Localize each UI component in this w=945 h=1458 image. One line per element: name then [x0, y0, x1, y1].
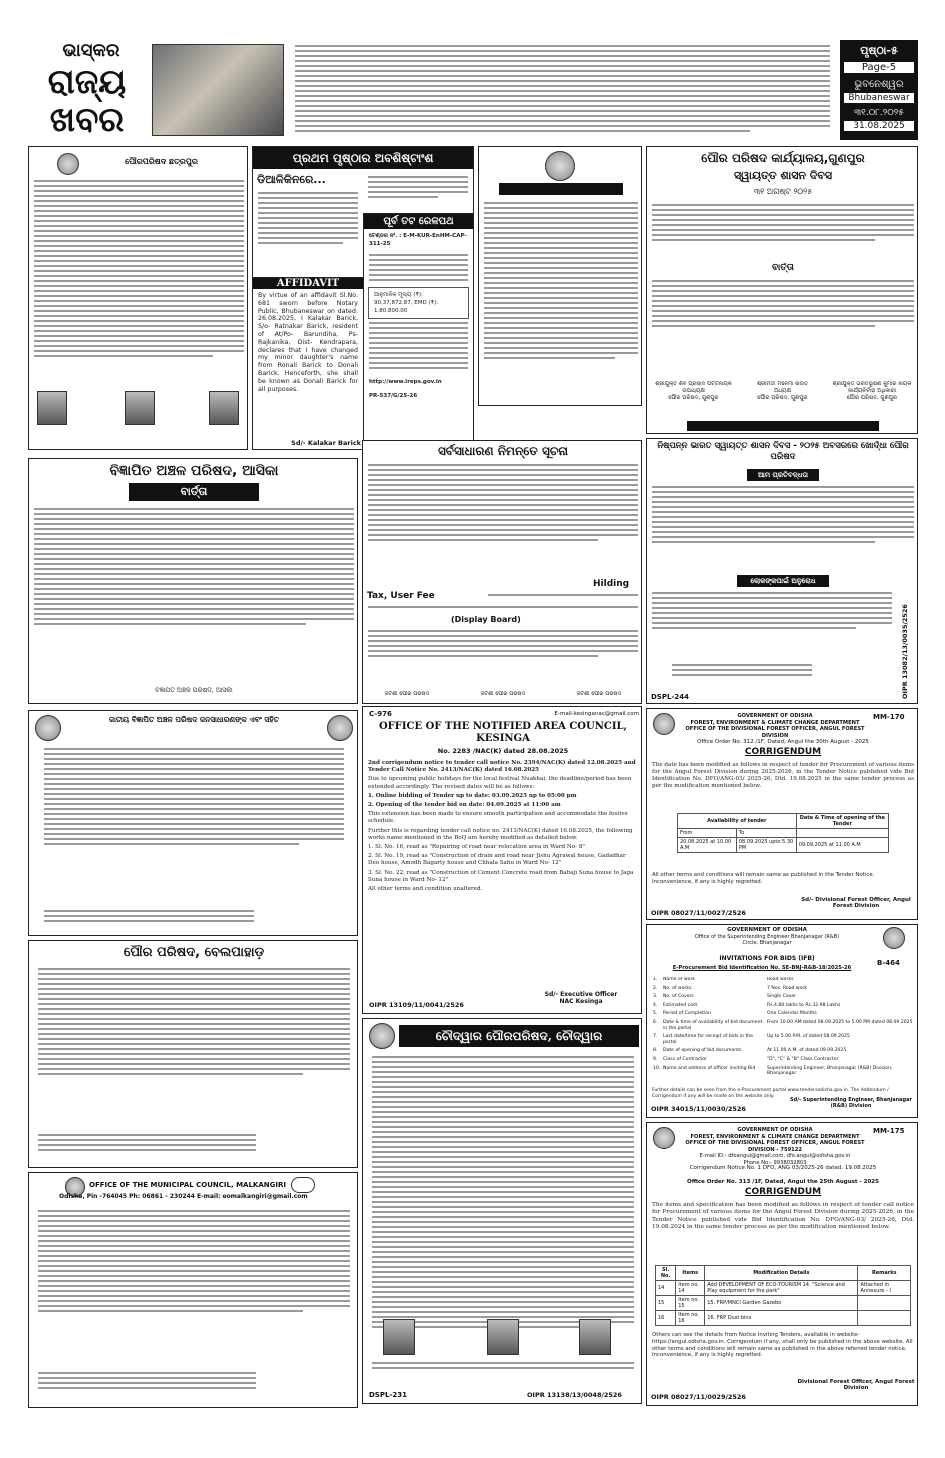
railway-pr-code: PR-537/G/25-26 [369, 393, 418, 399]
gunupur-subtitle: ସ୍ୱାୟତ୍ତ ଶାସନ ଦିବସ [733, 169, 833, 182]
ifb-row [653, 1020, 913, 1031]
kesinga-letter-no: No. 2283 /NAC(K) dated 28.08.2025 [437, 747, 569, 755]
masthead-photo [152, 44, 284, 136]
continuation-subhead: ଡିଆଳିକିନରେ... [257, 173, 326, 186]
udyan-signatures [39, 907, 349, 933]
table-cell: To [736, 829, 796, 838]
ifb-cell: 2. [653, 985, 658, 991]
ifb-cell: Period of Completion [663, 1011, 711, 1017]
kesinga-sig-title: Sd/- Executive Officer [544, 991, 618, 998]
ifb-cell: At 11.00 A.M. of dated 09.09.2025 [767, 1048, 847, 1054]
section-title: ପ୍ରଥମ ପୃଷ୍ଠାର ଅବଶିଷ୍ଟାଂଶ [253, 147, 473, 169]
railway-body [364, 251, 473, 287]
ifb-cell: Name of work [663, 977, 696, 982]
khordha-commitments [647, 483, 918, 573]
bhanj-office: Office of the Superintending Engineer Bhanjanagar (R&B) Circle, Bhanjanagar [694, 934, 840, 946]
ifb-cell: Superintending Engineer, Bhanjanagar (R&B) Division, Bhanjanagar [767, 1065, 893, 1077]
table-cell: Add DEVELOPMENT OF ECO-TOURISM 14. "Science and Play equipment for the park" [705, 1281, 858, 1296]
malkangiri-title: OFFICE OF THE MUNICIPAL COUNCIL, MALKANGIRI [89, 1181, 286, 1189]
askaa-title: ବିଜ୍ଞାପିତ ଅଞ୍ଚଳ ପରିଷଦ, ଆସିକା [109, 463, 279, 479]
askaa-office: ବିଜ୍ଞାପିତ ଅଞ୍ଚଳ ପରିଷଦ, ଆସିକା [155, 687, 233, 694]
table-cell: Item no. 16 [676, 1311, 705, 1326]
ad-body [29, 177, 248, 407]
gunupur-section: ବାର୍ତ୍ତା [772, 263, 794, 273]
ifb-cell: Up to 5.00 P.M. of dated 08.09.2025 [767, 1034, 850, 1040]
kesinga-para2: This extension has been made to ensure smooth participation and accommodate the festive schedule. [368, 811, 628, 825]
signatory-office: ପୌର ପରିଷଦ, ଗୁଣପୁର [757, 395, 808, 401]
malkangiri-address: Odisha, Pin -764045 Ph: 06861 - 230244 E-mail: eomalkangiri@gmail.com [59, 1193, 308, 1200]
table-cell: From [678, 829, 737, 838]
khordha-oipr: OIPR 13082/13/0035/2526 [901, 604, 909, 699]
angul2-dept: FOREST, ENVIRONMENT & CLIMATE CHANGE DEPARTMENT [690, 1133, 860, 1140]
khordha-sub2: ଲୋକଙ୍କପାଇଁ ଅନୁରୋଧ [737, 575, 829, 587]
gunupur-sig-3 [829, 381, 915, 402]
bhanj-oipr: OIPR 34015/11/0030/2526 [651, 1105, 746, 1113]
angul1-body: The date has been modified as follows in respect of tender for Procurement of various items for the Angul Forest Division during 2025-2026, in the Tender Notice published vide Bid Identification No. DFO/ANG-03/ 2025-26, Dtd. 19.08.2025 in the same tender process as per the modification mentioned below. [652, 762, 914, 789]
angul1-oipr: OIPR 08027/11/0027/2526 [651, 909, 746, 917]
askaa-section: ବାର୍ତ୍ତା [129, 483, 259, 501]
emblem-icon [883, 927, 905, 949]
official-photo [209, 391, 239, 425]
ifb-cell: 6. [653, 1019, 658, 1025]
angul2-gov: GOVERNMENT OF ODISHA [737, 1127, 813, 1133]
ifb-cell: "D", "C" & "B" Class Contractor [767, 1056, 839, 1062]
signatory-office: ପୌର ପରିଷଦ, ଗୁଣପୁର [846, 395, 898, 401]
table-header: Items [676, 1266, 705, 1281]
signatory-name: ଶ୍ରୀଯୁକ୍ତ ଶିବ ପ୍ରସାଦ ପଟ୍ଟନାୟକ [655, 381, 732, 387]
public-notice-body [483, 591, 642, 603]
emblem-icon [653, 1127, 675, 1149]
table-cell: 15. FRP/MNCI Garden Gazebo [705, 1296, 858, 1311]
angul2-oipr: OIPR 08027/11/0029/2526 [651, 1393, 746, 1401]
table-cell [858, 1311, 911, 1326]
gunupur-sig-2 [740, 381, 825, 402]
ifb-cell: Name and address of officer inviting Bid [663, 1065, 756, 1071]
ifb-cell: 10. [653, 1065, 661, 1071]
signatory-role: ଉପାଧ୍ୟକ୍ଷ [682, 388, 705, 394]
angul1-dept: FOREST, ENVIRONMENT & CLIMATE CHANGE DEPARTMENT [690, 719, 860, 726]
ifb-cell: Single Cover [767, 994, 797, 1000]
angul1-signature: Sd/- Divisional Forest Officer, Angul Forest Division [801, 897, 911, 909]
khordha-signatures [667, 661, 877, 691]
ifb-cell: Estimated cost [663, 1002, 698, 1008]
paper-name: ଭାସ୍କର [62, 40, 120, 61]
ad-east-coast-railway [363, 213, 473, 449]
table-cell: Attached in Annexure - I [858, 1281, 911, 1296]
angul1-gov: GOVERNMENT OF ODISHA [737, 713, 813, 719]
bhanj-footer: Further details can be seen from the e-Procurement portal www.tendersodisha.gov.in. The Addendum / Corrigendum if any will be made on the website only. [652, 1088, 889, 1099]
public-notice-office: ଜଟଣୀ ପୌର ପରିଷଦ [576, 691, 622, 697]
table-header: Remarks [858, 1266, 911, 1281]
table-cell: 08.09.2025 upto 5.30 PM [736, 838, 796, 853]
angul2-email: E-mail ID:- dfoangul@gmail.com, dfo.angul@odisha.gov.in [699, 1153, 851, 1159]
angul1-footer: All other terms and conditions will remain same as published in the Tender Notice. Inconvenience, if any is highly regretted. [652, 872, 875, 885]
public-notice-title: ସର୍ବସାଧାରଣ ନିମନ୍ତେ ସୂଚନା [437, 444, 569, 458]
angul2-corr-no: Corrigendum Notice No. 1 DFO, ANG 03/2025-26 dated. 19.08.2025 [689, 1165, 877, 1171]
ifb-row [653, 1048, 913, 1054]
ifb-cell: 5. [653, 1011, 658, 1017]
signatory-name: ଶ୍ରୀମତୀ ମନେମା ରାଉତ [756, 381, 809, 387]
bhanj-table [653, 977, 913, 1085]
continuation-text [253, 189, 363, 279]
kesinga-email: E-mail-kesinganac@gmail.com [554, 711, 639, 717]
official-photo [383, 1319, 415, 1355]
angul1-title: CORRIGENDUM [744, 747, 822, 757]
display-board-label: (Display Board) [451, 615, 521, 624]
kesinga-item1: 1. Online bidding of Tender up to date: 03.09.2025 up to 05:00 pm [368, 792, 577, 799]
table-cell: Item no. 14 [676, 1281, 705, 1296]
ifb-cell: 7 Nos. Road work [767, 985, 808, 991]
ifb-cell: 8. [653, 1048, 658, 1054]
ifb-cell: 7. [653, 1034, 658, 1040]
ifb-cell: Last date/time for receipt of bids in the portal [663, 1034, 754, 1045]
front-page-continuation [252, 146, 474, 450]
signatory-role: କାର୍ଯ୍ୟନିର୍ବାହୀ ଅଧିକାରୀ [848, 388, 896, 394]
table-cell [858, 1296, 911, 1311]
page-label: Page-5 [844, 62, 914, 73]
ad-malkangiri [28, 1172, 358, 1408]
ad-municipal-notice [478, 146, 642, 406]
ifb-row [653, 1034, 913, 1045]
ifb-row [653, 986, 913, 992]
chaudwar-body [367, 1053, 639, 1335]
bhanj-code: B-464 [877, 959, 900, 967]
angul2-code: MM-175 [873, 1127, 905, 1135]
table-header: Modification Details [705, 1266, 858, 1281]
ifb-cell: No. of works [663, 985, 692, 991]
angul2-title: CORRIGENDUM [744, 1187, 822, 1197]
tender-ref: ଟେଣ୍ଡର ନଂ. : E-M-KUR-EnHM-CAP-311-25 [369, 233, 467, 247]
emblem-icon [57, 153, 79, 175]
public-notice-office: ଜଟଣୀ ପୌର ପରିଷଦ [480, 691, 526, 697]
bhanj-heading: INVITATIONS FOR BIDS (IFB) [719, 955, 815, 962]
ifb-cell: One Calendar Months [767, 1011, 817, 1017]
ifb-cell: 9. [653, 1056, 658, 1062]
ad-gunupur [646, 146, 918, 434]
askaa-body [29, 505, 358, 665]
ad-angul-corrigendum-1 [646, 708, 918, 920]
railway-body [364, 319, 473, 375]
angul2-header [677, 1127, 873, 1166]
highlight-hilding: Hilding [593, 579, 630, 589]
ad-bhanjanagar [646, 924, 918, 1118]
table-cell: 20.08.2025 at 10.00 A.M [678, 838, 737, 853]
kesinga-para4: All other terms and condition unaltered. [368, 886, 483, 893]
ifb-cell: 4. [653, 1002, 658, 1008]
malkangiri-logo-icon [291, 1177, 315, 1193]
angul1-office: OFFICE OF THE DIVISIONAL FOREST OFFICER, ANGUL FOREST DIVISION [685, 726, 865, 739]
table-cell: 15 [656, 1296, 676, 1311]
ifb-cell: 3. [653, 994, 658, 1000]
ad-belpahar [28, 940, 358, 1168]
table-cell: 16 [656, 1311, 676, 1326]
ad-askaa [28, 458, 358, 704]
gunupur-date: ୩୧ ଅଗଷ୍ଟ ୨୦୨୫ [753, 187, 813, 196]
continuation-text [363, 173, 473, 213]
ifb-row [653, 994, 913, 1000]
kesinga-item2: 2. Opening of the tender bid on date: 04.09.2025 at 11:00 am [368, 802, 561, 809]
bhanj-bid-no: E-Procurement Bid Identification No. SE-BNJ-R&B-18/2025-26 [672, 965, 852, 971]
udyan-body [39, 745, 349, 905]
angul1-header [677, 713, 873, 739]
bhanj-signature: Sd/- Superintending Engineer, Bhanjanagar (R&B) Division [790, 1097, 912, 1109]
ifb-cell: From 10.00 AM dated 08.09.2025 to 5.00 PM dated 08.09.2025 [767, 1019, 913, 1025]
angul2-footer: Others can see the details from Notice Inviting Tenders, available in website- https://angul.odisha.gov.in. Corrigendum if any, shall only be published in the above website. All other terms and conditions will remain same as published in the above referred tender notice. Inconvenience, if any is highly regretted. [652, 1332, 913, 1359]
railway-title: ପୂର୍ବ ତଟ ରେଳପଥ [364, 214, 473, 229]
kesinga-para3: Further this is regarding tender call notice no. 2413/NAC(K) dated 16.08.2025, the following works name mentioned in the BoQ are hereby modified as detailed below. [368, 827, 633, 841]
table-cell: Item no. 15 [676, 1296, 705, 1311]
railway-website: http://www.ireps.gov.in [369, 379, 442, 385]
chaudwar-signatures [367, 1359, 639, 1383]
angul2-signature: Divisional Forest Officer, Angul Forest Division [797, 1379, 915, 1391]
bhanj-gov: GOVERNMENT OF ODISHA [727, 927, 807, 933]
gunupur-sig-1 [651, 381, 736, 402]
chaudwar-title: ଚୌଦ୍ୱାର ପୌରପରିଷଦ, ଚୌଦ୍ୱାର [399, 1025, 639, 1047]
emblem-icon [35, 715, 61, 741]
ifb-row [653, 1011, 913, 1017]
notice-title-bar [499, 183, 623, 195]
ifb-row [653, 977, 913, 983]
chaudwar-oipr: OIPR 13138/13/0048/2526 [527, 1391, 622, 1399]
ifb-cell: No. of Covers [663, 994, 694, 1000]
angul1-order: Office Order No. 312 /1F, Dated, Angul the 30th August - 2025 [697, 739, 869, 745]
signatory-office: ପୌର ପରିଷଦ, ଗୁଣପୁର [668, 395, 719, 401]
gunupur-body [647, 201, 918, 261]
table-header: Availability of tender [678, 814, 797, 829]
kesinga-subject: 2nd corrigendum notice to tender call notice No. 2394/NAC(K) dated 12.08.2025 and Tender Call Notice No. 2413/NAC(K) dated 16.08.2025 [368, 760, 636, 774]
official-photo [579, 1319, 611, 1355]
signatory-role: ଅଧ୍ୟକ୍ଷ [773, 388, 792, 394]
ad-kesinga [362, 706, 642, 1014]
khordha-sub1: ଆମ ପ୍ରତିବଦ୍ଧତା [747, 469, 819, 481]
highlight-tax: Tax, User Fee [367, 591, 435, 601]
emblem-icon [545, 151, 575, 181]
ifb-cell: Road works [767, 977, 794, 982]
belpahar-signatures [33, 1131, 355, 1165]
city: Bhubaneswar [844, 93, 914, 103]
table-row [656, 1311, 911, 1326]
ad-chhatrapur [28, 146, 248, 450]
table-header: Date & Time of opening of the Tender [796, 814, 888, 829]
public-notice-office: ଜଟଣୀ ପୌର ପରିଷଦ [384, 691, 430, 697]
official-photo [37, 391, 67, 425]
kesinga-oipr: OIPR 13109/11/0041/2526 [369, 1001, 464, 1009]
masthead-story [290, 42, 835, 138]
ifb-row [653, 1057, 913, 1063]
belpahar-title: ପୌର ପରିଷଦ, ବେଲପାହାଡ଼ [123, 945, 265, 960]
angul2-phone: Phone No:- 9938032803 [743, 1159, 807, 1166]
page-info [840, 40, 918, 140]
kesinga-work1: 1. Sl. No. 16, read as "Repairing of road near relocation area in Ward No- 8" [368, 844, 585, 851]
affidavit-title: AFFIDAVIT [253, 278, 363, 289]
signatory-name: ଶ୍ରୀଯୁକ୍ତ ଭରତଭୂଷଣ କୁମାର ନାୟକ [832, 381, 912, 387]
affidavit-body: By virtue of an affidavit Sl.No. 681 sworn before Notary Public, Bhubaneswar on dated: 26.08.2025, I Kalakar Barick, S/o- Ratnakar Barick, resident of At/Po- Barundiha, Ps- Rajkanika, Dist- Kendrapara, declares that I have changed my minor daughter's name from Ronali Barick to Donali Barick. Henceforth, she shall be known as Donali Barick for all purposes. [258, 292, 358, 393]
ifb-cell: 1. [653, 977, 658, 982]
masthead [28, 40, 918, 140]
emblem-icon [327, 715, 353, 741]
kesinga-code: C-976 [369, 710, 392, 718]
table-row [656, 1281, 911, 1296]
ad-khordha [646, 438, 918, 704]
ad-udyan-notice [28, 710, 358, 936]
ifb-row [653, 1003, 913, 1009]
notice-body [479, 199, 642, 404]
date: 31.08.2025 [844, 121, 914, 131]
angul2-order: Office Order No. 313 /1F, Dated, Angul the 25th August - 2025 [687, 1179, 879, 1185]
angul2-office: OFFICE OF THE DIVISIONAL FOREST OFFICER, ANGUL FOREST DIVISION - 759122 [685, 1140, 865, 1153]
affidavit-signature: Sd/- Kalakar Barick [291, 439, 361, 447]
khordha-title: ନିଷ୍ପନ୍ନ ଭାରତ ସ୍ୱାୟତ୍ତ ଶାସନ ଦିବସ - ୨୦୨୫ ଅବସରରେ ଖୋର୍ଦ୍ଧା ପୌର ପରିଷଦ [657, 441, 909, 462]
kesinga-para1: Due to upcoming public holidays for the local festival Nuakhai, the deadline/period has been extended accordingly. The revised dates will be as follows: [368, 776, 632, 790]
ad-angul-corrigendum-2 [646, 1122, 918, 1406]
angul1-code: MM-170 [873, 713, 905, 721]
gunupur-footer-bar [687, 421, 879, 431]
ad-affidavit [253, 277, 363, 449]
belpahar-body [33, 965, 355, 1125]
ad-chaudwar [362, 1018, 642, 1404]
kesinga-title: OFFICE OF THE NOTIFIED AREA COUNCIL, KESINGA [378, 721, 628, 744]
tender-emd: ଆନୁମାନିକ ମୂଲ୍ୟ (₹): 90,37,872.87, EMD (₹): 1,80,800.00 [368, 287, 469, 319]
official-photo [487, 1319, 519, 1355]
kesinga-text [363, 757, 642, 983]
page-label-odia: ପୃଷ୍ଠା-୫ [860, 44, 898, 57]
table-cell: 14 [656, 1281, 676, 1296]
city-odia: ଭୁବନେଶ୍ୱର [854, 79, 904, 90]
section-title-line1: ରାଜ୍ୟ [47, 62, 127, 102]
ad-title: ପୌରପରିଷଦ ଛତ୍ରପୁର [125, 157, 198, 166]
angul2-body: The items and specification has been modified as follows in respect of tender call notice for Procurement of various items for the Angul Forest Division during 2025-2026, in the Tender Notice published vide Bid Identification No. DFO/ANG-03/ 2025-26, Dtd. 19.08.2024 in the same tender process as per the modification mentioned below. [652, 1202, 914, 1231]
date-odia: ୩୧.୦୮.୨୦୨୫ [854, 108, 904, 118]
kesinga-work3: 3. Sl. No. 22, read as "Construction of Cement Concrete road from Babaji Suna house to Jaga Suna house in Ward No- 12" [368, 869, 634, 883]
section-title-line2: ଖବର [49, 100, 125, 140]
emblem-icon [653, 713, 675, 735]
public-notice-body [363, 461, 642, 581]
table-row [656, 1296, 911, 1311]
public-notice-body [363, 627, 642, 671]
chaudwar-code: DSPL-231 [369, 1391, 407, 1399]
masthead-logo [28, 40, 146, 140]
angul2-table [655, 1265, 911, 1326]
table-cell: 16. FRP Dust bins [705, 1311, 858, 1326]
ifb-cell: Rs.4.80 lakhs to Rs.32.98 Lakhs [767, 1002, 841, 1008]
malkangiri-signatures [33, 1369, 355, 1405]
ifb-cell: Date of opening of bid documents [663, 1048, 742, 1054]
table-header: Sl. No. [656, 1266, 676, 1281]
udyan-header: ଜାତୀୟ ବିଜ୍ଞାପିତ ଅଞ୍ଚଳ ପରିଷଦ ଜନସାଧାରଣଙ୍କ ଏବଂ ସହିତ [109, 715, 279, 724]
gunupur-points [647, 277, 918, 357]
ad-public-notice [362, 440, 642, 704]
khordha-requests [647, 589, 897, 659]
ifb-cell: Date & time of availability of bid document in the portal [663, 1019, 763, 1031]
table-cell: 09.09.2025 at 11.00 A.M [796, 838, 888, 853]
angul1-table [677, 813, 889, 853]
official-photo [125, 391, 155, 425]
malkangiri-body [33, 1207, 355, 1367]
emblem-icon [369, 1023, 395, 1049]
ifb-cell: Class of Contractor [663, 1056, 707, 1062]
kesinga-signature [523, 991, 639, 1005]
kesinga-work2: 2. Sl. No. 19, read as "Construction of drain and road near Jishu Agrawal house, Gadadhar Deo house, Amodh Bagarty house and Chhala Sahu in Ward No- 12" [368, 853, 626, 867]
khordha-code: DSPL-244 [651, 693, 689, 701]
kesinga-sig-place: NAC Kesinga [559, 998, 603, 1005]
ifb-row [653, 1066, 913, 1077]
gunupur-title: ପୌର ପରିଷଦ କାର୍ଯ୍ୟାଳୟ,ଗୁଣପୁର [701, 151, 865, 165]
